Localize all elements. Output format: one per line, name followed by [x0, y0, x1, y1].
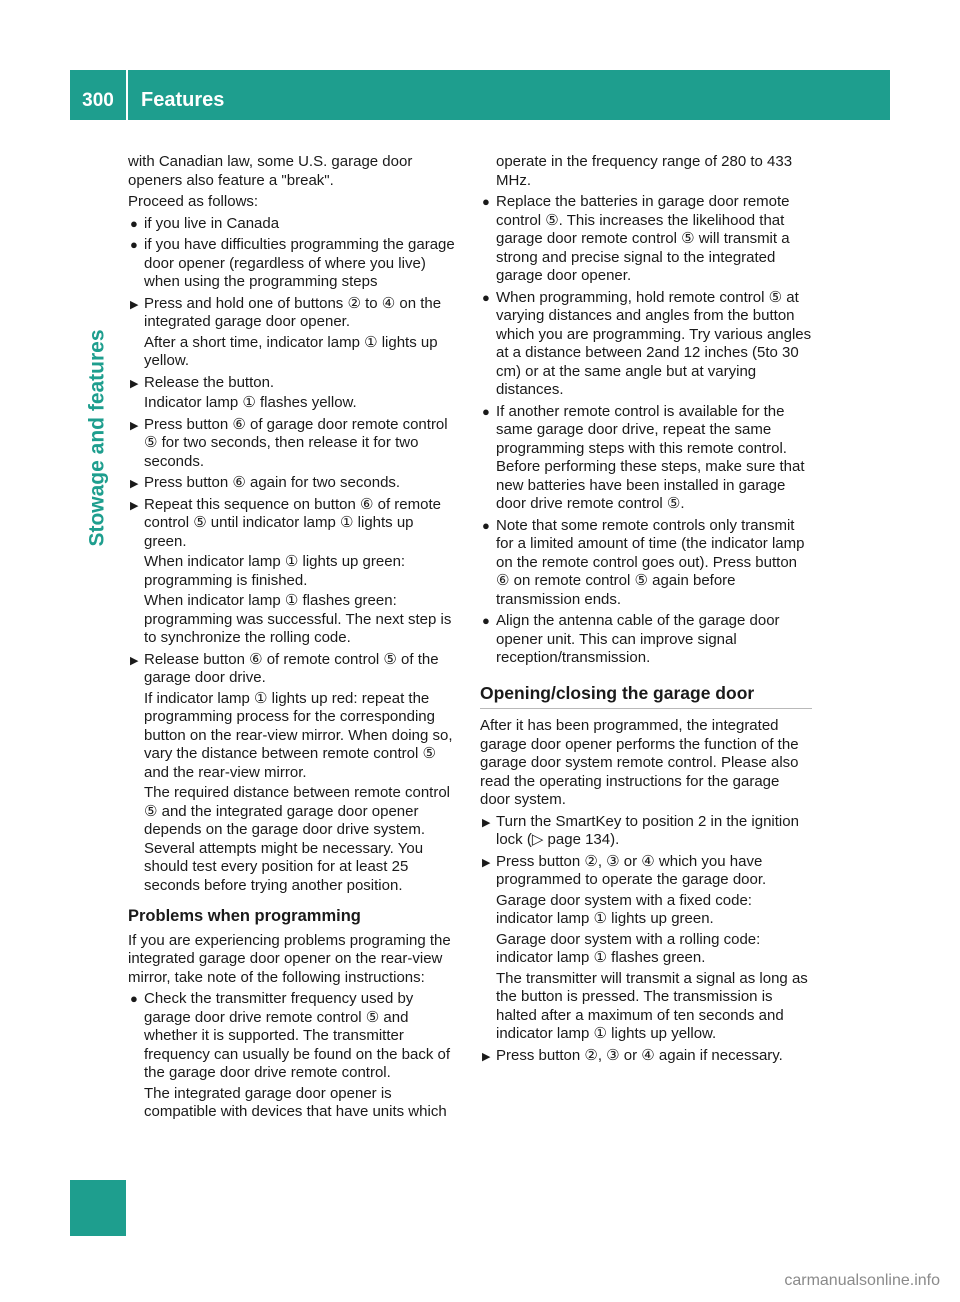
bullet-dot-icon: ●	[482, 194, 490, 209]
step-arrow-icon: ▶	[482, 856, 491, 869]
bullet-dot-icon: ●	[482, 403, 490, 419]
bullet-dot-icon: ●	[130, 215, 138, 231]
item-text: Release the button.	[144, 373, 275, 391]
item-detail: Garage door system with a fixed code: indicator lamp ① lights up green.	[496, 891, 752, 927]
footer-watermark[interactable]: carmanualsonline.info	[784, 1272, 940, 1289]
instruction-step	[128, 295, 460, 371]
step-arrow-icon: ▶	[130, 377, 139, 390]
item-text: Press button ②, ③ or ④ again if necessary.	[496, 1046, 783, 1064]
instruction-step	[128, 474, 460, 493]
left-column	[128, 153, 460, 1125]
step-arrow-icon: ▶	[482, 816, 491, 829]
instruction-step	[128, 496, 460, 648]
item-text: if you have difficulties programming the garage door opener (regardless of where you live) when using the programming steps	[144, 236, 455, 290]
item-detail: If indicator lamp ① lights up red: repeat the programming process for the corresponding button on the rear-view mirror. When doing so, vary the distance between remote control ⑤ and the rear-view mirror.	[144, 689, 453, 781]
side-chapter-label	[80, 288, 116, 588]
item-text: Press and hold one of buttons ② to ④ on the integrated garage door opener.	[144, 294, 442, 330]
step-arrow-icon: ▶	[130, 654, 139, 667]
step-arrow-icon: ▶	[130, 298, 139, 311]
item-detail: The integrated garage door opener is compatible with devices that have units which	[144, 1084, 447, 1120]
right-column	[480, 153, 812, 1068]
bullet-dot-icon: ●	[130, 237, 138, 252]
bullet-item	[480, 193, 812, 286]
step-arrow-icon: ▶	[130, 419, 139, 432]
paragraph: operate in the frequency range of 280 to 433 MHz.	[496, 153, 793, 189]
step-arrow-icon: ▶	[482, 1050, 491, 1063]
item-detail: When indicator lamp ① lights up green: programming is finished.	[144, 553, 406, 589]
item-text: Check the transmitter frequency used by garage door drive remote control ⑤ and whether it is supported. The transmitter frequency can usually be found on the back of the garage door drive remote control.	[144, 990, 451, 1081]
bullet-dot-icon: ●	[130, 991, 138, 1006]
item-text: Press button ⑥ again for two seconds.	[144, 474, 401, 491]
paragraph: After it has been programmed, the integrated garage door opener performs the function of the garage door system remote control. Please also read the operating instructions for the garage door system.	[480, 717, 799, 808]
bullet-item	[128, 236, 460, 292]
subsection-heading: Problems when programming	[128, 907, 361, 925]
item-detail: The transmitter will transmit a signal as long as the button is pressed. The transmission is halted after a maximum of ten seconds and indicator lamp ① lights up yellow.	[496, 969, 808, 1042]
item-text: if you live in Canada	[144, 214, 280, 232]
instruction-step	[480, 1047, 812, 1066]
paragraph: with Canadian law, some U.S. garage door openers also feature a "break".	[128, 153, 413, 189]
step-arrow-icon: ▶	[130, 499, 139, 512]
item-detail: After a short time, indicator lamp ① lights up yellow.	[144, 333, 438, 369]
bullet-dot-icon: ●	[482, 613, 490, 628]
bullet-item	[480, 612, 812, 668]
step-arrow-icon: ▶	[130, 478, 139, 490]
item-text: Turn the SmartKey to position 2 in the ignition lock (▷ page 134).	[496, 812, 799, 848]
section-title: Features	[141, 89, 225, 111]
instruction-step	[480, 813, 812, 850]
item-text: When programming, hold remote control ⑤ at varying distances and angles from the button which you are programming. Try various angles at a distance between 2and 12 inches (5to 30 cm) or at the same angle but at varying distances.	[496, 288, 812, 398]
item-text: Align the antenna cable of the garage door opener unit. This can improve signal reception/transmission.	[496, 612, 780, 666]
item-text: Press button ②, ③ or ④ which you have programmed to operate the garage door.	[496, 852, 767, 888]
page-number: 300	[82, 90, 114, 111]
bullet-item	[480, 403, 812, 514]
bullet-item	[480, 289, 812, 400]
item-detail: When indicator lamp ① flashes green: programming was successful. The next step is to synchronize the rolling code.	[144, 592, 452, 646]
bullet-item	[128, 215, 460, 234]
item-text: Press button ⑥ of garage door remote control ⑤ for two seconds, then release it for two seconds.	[144, 415, 448, 470]
bullet-dot-icon: ●	[482, 289, 490, 305]
bullet-item	[128, 990, 460, 1122]
item-text: Replace the batteries in garage door remote control ⑤. This increases the likelihood that garage door remote control ⑤ will transmit a strong and precise signal to the integrated garage door opener.	[496, 193, 790, 284]
header-divider	[126, 70, 128, 120]
item-text: Note that some remote controls only transmit for a limited amount of time (the indicator lamp on the remote control goes out). Press button ⑥ on remote control ⑤ again before transmission ends.	[496, 516, 805, 608]
instruction-step	[128, 374, 460, 413]
item-detail: Garage door system with a rolling code: indicator lamp ① flashes green.	[496, 930, 761, 966]
paragraph: If you are experiencing problems programing the integrated garage door opener on the rear-view mirror, take note of the following instructions:	[128, 931, 451, 986]
item-detail: Indicator lamp ① flashes yellow.	[144, 394, 357, 411]
chapter-tab-marker	[70, 1180, 126, 1236]
instruction-step	[128, 416, 460, 472]
bullet-dot-icon: ●	[482, 517, 490, 533]
bullet-item	[480, 517, 812, 610]
item-detail: The required distance between remote control ⑤ and the integrated garage door opener depends on the garage door drive system. Several attempts might be necessary. You should test every position for at least 25 seconds before trying another position.	[144, 784, 451, 894]
instruction-step	[128, 651, 460, 896]
item-text: If another remote control is available for the same garage door drive, repeat the same programming steps with this remote control. Before performing these steps, make sure that new batteries have been installed in garage door drive remote control ⑤.	[496, 402, 805, 512]
side-chapter-label-text: Stowage and features	[86, 329, 109, 547]
item-text: Repeat this sequence on button ⑥ of remote control ⑤ until indicator lamp ① lights up green.	[144, 495, 441, 550]
paragraph: Proceed as follows:	[128, 193, 259, 210]
section-heading: Opening/closing the garage door	[480, 684, 812, 710]
item-text: Release button ⑥ of remote control ⑤ of the garage door drive.	[144, 650, 439, 686]
instruction-step	[480, 853, 812, 1044]
